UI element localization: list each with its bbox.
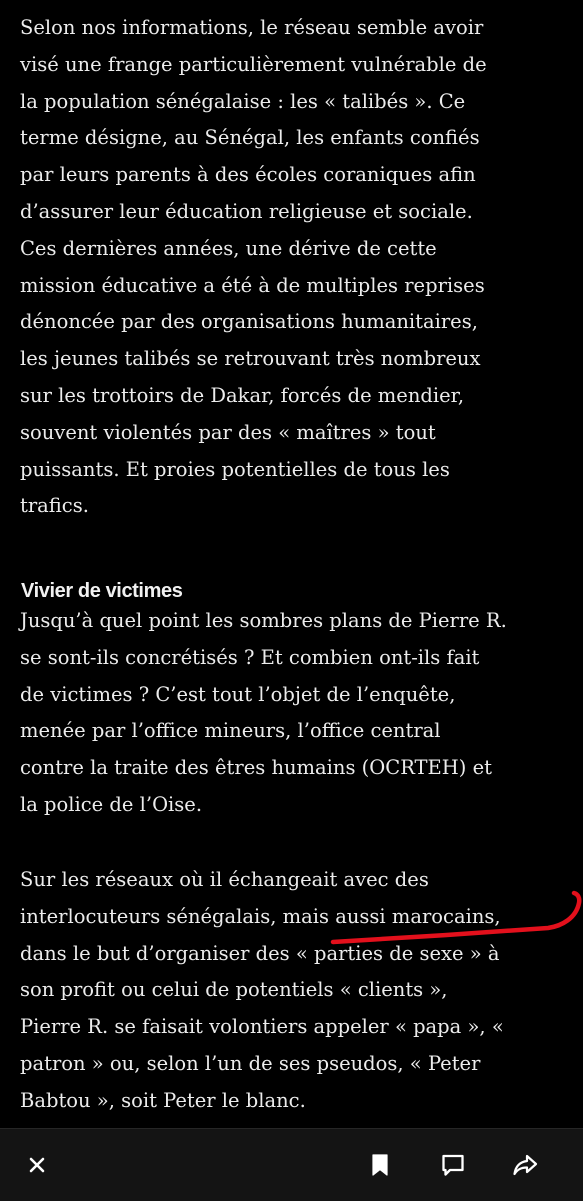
bookmark-icon[interactable] [366, 1151, 394, 1179]
paragraph-line: les jeunes talibés se retrouvant très nombreux [20, 347, 481, 371]
paragraph-line: souvent violentés par des « maîtres » tout [20, 420, 436, 444]
article-paragraph-3 [20, 862, 568, 1120]
comment-icon-glyph [439, 1151, 467, 1179]
close-icon-glyph [23, 1151, 51, 1179]
paragraph-line: terme désigne, au Sénégal, les enfants confiés [20, 126, 480, 150]
paragraph-line: de victimes ? C’est tout l’objet de l’enquête, [20, 682, 456, 706]
bookmark-icon-glyph [366, 1151, 394, 1179]
paragraph-line: la population sénégalaise : les « talibés ». Ce [20, 89, 466, 113]
paragraph-line: son profit ou celui de potentiels « clients », [20, 978, 448, 1002]
paragraph-line: se sont-ils concrétisés ? Et combien ont-ils fait [20, 645, 480, 669]
section-subheading: Vivier de victimes [21, 580, 183, 602]
paragraph-line: mission éducative a été à de multiples reprises [20, 273, 485, 297]
article-paragraph-2 [20, 603, 568, 824]
bottom-toolbar [0, 1128, 583, 1201]
paragraph-line: Jusqu’à quel point les sombres plans de Pierre R. [20, 609, 507, 632]
paragraph-line: menée par l’office mineurs, l’office central [20, 719, 441, 743]
paragraph-line: patron » ou, selon l’un de ses pseudos, « Peter [20, 1051, 481, 1075]
comment-icon[interactable] [439, 1151, 467, 1179]
article-paragraph-1 [20, 10, 568, 525]
close-icon[interactable] [23, 1151, 51, 1179]
paragraph-line: d’assurer leur éducation religieuse et sociale. [20, 199, 473, 223]
paragraph-line: Ces dernières années, une dérive de cette [20, 236, 437, 260]
paragraph-line: contre la traite des êtres humains (OCRTEH) et [20, 756, 492, 780]
paragraph-line: la police de l’Oise. [20, 792, 203, 816]
paragraph-line: Pierre R. se faisait volontiers appeler « papa », « [20, 1015, 504, 1039]
paragraph-line: Sur les réseaux où il échangeait avec des [20, 868, 429, 891]
share-icon[interactable] [511, 1151, 539, 1179]
paragraph-line: Selon nos informations, le réseau semble avoir [20, 16, 484, 39]
paragraph-line: dans le but d’organiser des « parties de sexe » à [20, 941, 500, 965]
paragraph-line: par leurs parents à des écoles coraniques afin [20, 163, 476, 187]
paragraph-line: visé une frange particulièrement vulnérable de [20, 52, 487, 76]
paragraph-line: sur les trottoirs de Dakar, forcés de mendier, [20, 383, 465, 407]
paragraph-line: Babtou », soit Peter le blanc. [20, 1088, 306, 1112]
share-icon-glyph [511, 1151, 539, 1179]
paragraph-line: trafics. [20, 494, 89, 518]
paragraph-line: puissants. Et proies potentielles de tous les [20, 457, 450, 481]
paragraph-line: interlocuteurs sénégalais, mais aussi marocains, [20, 904, 501, 928]
paragraph-line: dénoncée par des organisations humanitaires, [20, 310, 478, 334]
